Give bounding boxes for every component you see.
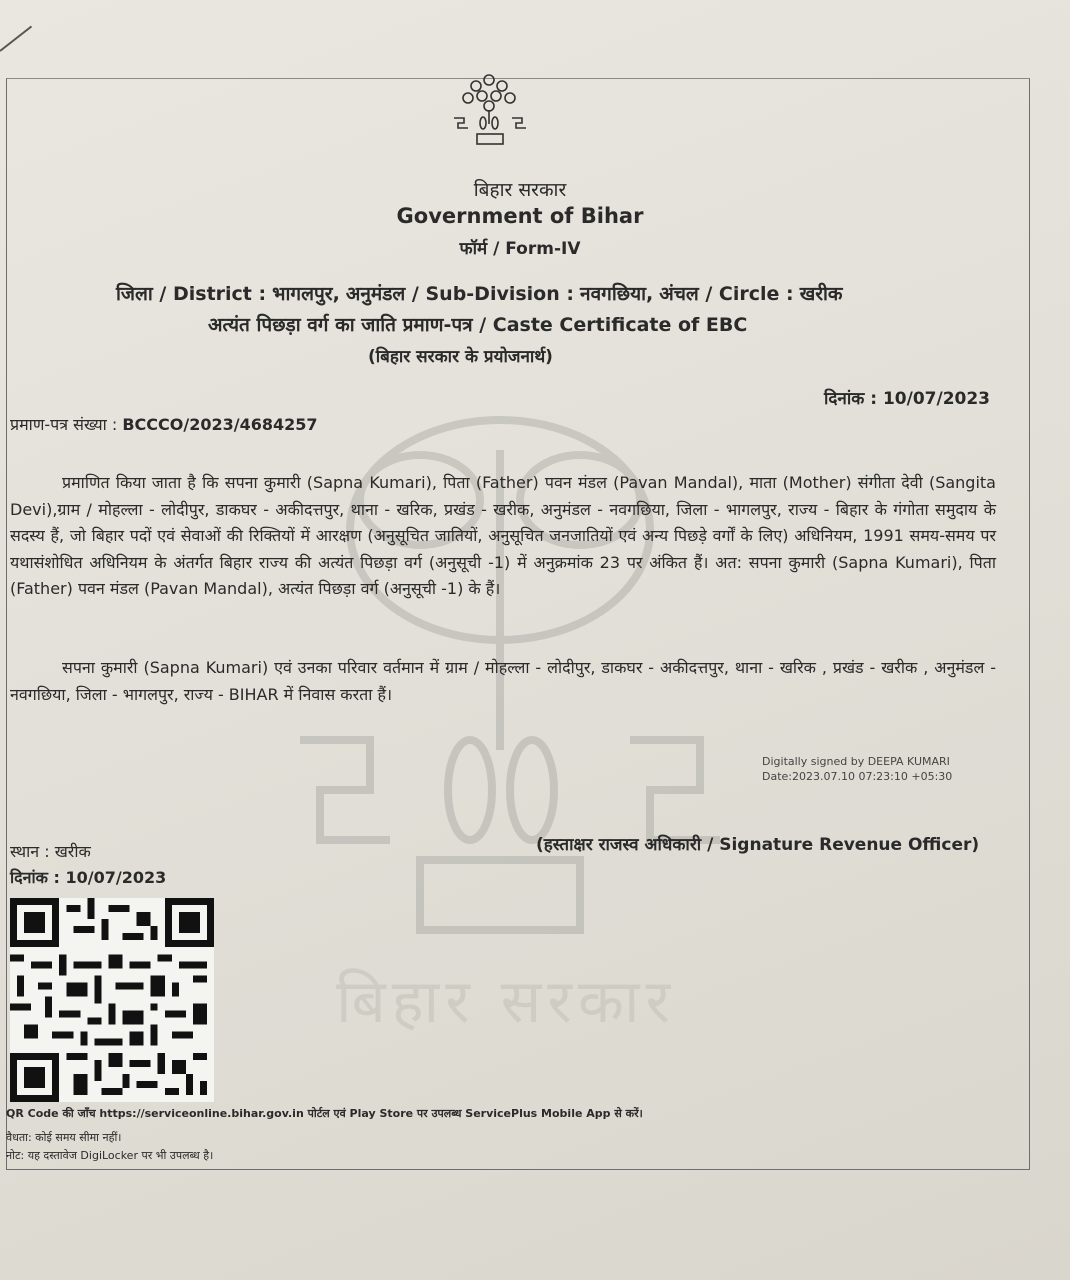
form-number: फॉर्म / Form-IV	[459, 239, 581, 259]
digital-signature-date: Date:2023.07.10 07:23:10 +05:30	[762, 770, 953, 783]
certificate-body-paragraph-2: सपना कुमारी (Sapna Kumari) एवं उनका परिवार वर्तमान में ग्राम / मोहल्ला - लोदीपुर, डाकघर - अकीदत्तपुर, थाना - खरिक , प्रखंड - खरीक , अनुमंडल - नवगछिया, जिला - भागलपुर, राज्य - BIHAR में निवास करता हैं।	[10, 658, 996, 704]
issue-date-bottom: दिनांक : 10/07/2023	[10, 868, 167, 887]
circle-value: खरीक	[799, 283, 843, 305]
certificate-number-label: प्रमाण-पत्र संख्या :	[10, 415, 118, 434]
signature-label: (हस्ताक्षर राजस्व अधिकारी / Signature Revenue Officer)	[536, 835, 980, 855]
bihar-emblem-logo	[444, 68, 534, 148]
subdivision-value: नवगछिया,	[580, 283, 654, 305]
place: स्थान : खरीक	[10, 842, 91, 861]
certificate-body-paragraph-1: प्रमाणित किया जाता है कि सपना कुमारी (Sapna Kumari), पिता (Father) पवन मंडल (Pavan Mandal), माता (Mother) संगीता देवी (Sangita Devi),ग्राम / मोहल्ला - लोदीपुर, डाकघर - अकीदत्तपुर, थाना - खरिक, प्रखंड - खरीक, अनुमंडल - नवगछिया, जिला - भागलपुर, राज्य - बिहार के गंगोता समुदाय के सदस्य हैं, जो बिहार पदों एवं सेवाओं की रिक्तियों में आरक्षण (अनुसूचित जातियों, अनुसूचित जनजातियों एवं अन्य पिछड़े वर्गों के लिए) अधिनियम, 1991 समय-समय पर यथासंशोधित अधिनियम के अंतर्गत बिहार राज्य की अत्यंत पिछड़ा वर्ग (अनुसूची -1) में अनुक्रमांक 23 पर अंकित हैं। अत: सपना कुमारी (Sapna Kumari), पिता (Father) पवन मंडल (Pavan Mandal), अत्यंत पिछड़ा वर्ग (अनुसूची -1) के हैं।	[10, 473, 996, 598]
header-hindi-title: बिहार सरकार	[473, 179, 567, 201]
circle-label: अंचल / Circle :	[659, 283, 794, 305]
issue-date-top: दिनांक : 10/07/2023	[824, 389, 991, 409]
location-line	[116, 280, 843, 306]
certificate-title: अत्यंत पिछड़ा वर्ग का जाति प्रमाण-पत्र / Caste Certificate of EBC	[208, 314, 748, 336]
subdivision-label: अनुमंडल / Sub-Division :	[345, 283, 574, 305]
digital-signature-signer: Digitally signed by DEEPA KUMARI	[762, 755, 950, 768]
certificate-number: BCCCO/2023/4684257	[122, 415, 318, 434]
footer-qr-note: QR Code की जाँच https://serviceonline.bihar.gov.in पोर्टल एवं Play Store पर उपलब्ध ServicePlus Mobile App से करें।	[6, 1107, 643, 1120]
footer-note: नोट: यह दस्तावेज DigiLocker पर भी उपलब्ध है।	[6, 1149, 214, 1162]
watermark-text: बिहार सरकार	[336, 967, 677, 1037]
certificate-number-line	[10, 413, 318, 435]
pen-mark	[0, 26, 32, 52]
footer-validity: वैधता: कोई समय सीमा नहीं।	[6, 1131, 122, 1144]
district-label: जिला / District :	[116, 283, 267, 305]
digital-signature	[762, 754, 952, 784]
district-value: भागलपुर,	[272, 283, 340, 305]
qr-code[interactable]	[10, 898, 214, 1102]
certificate-purpose: (बिहार सरकार के प्रयोजनार्थ)	[368, 347, 553, 367]
header-english-title: Government of Bihar	[396, 204, 644, 228]
